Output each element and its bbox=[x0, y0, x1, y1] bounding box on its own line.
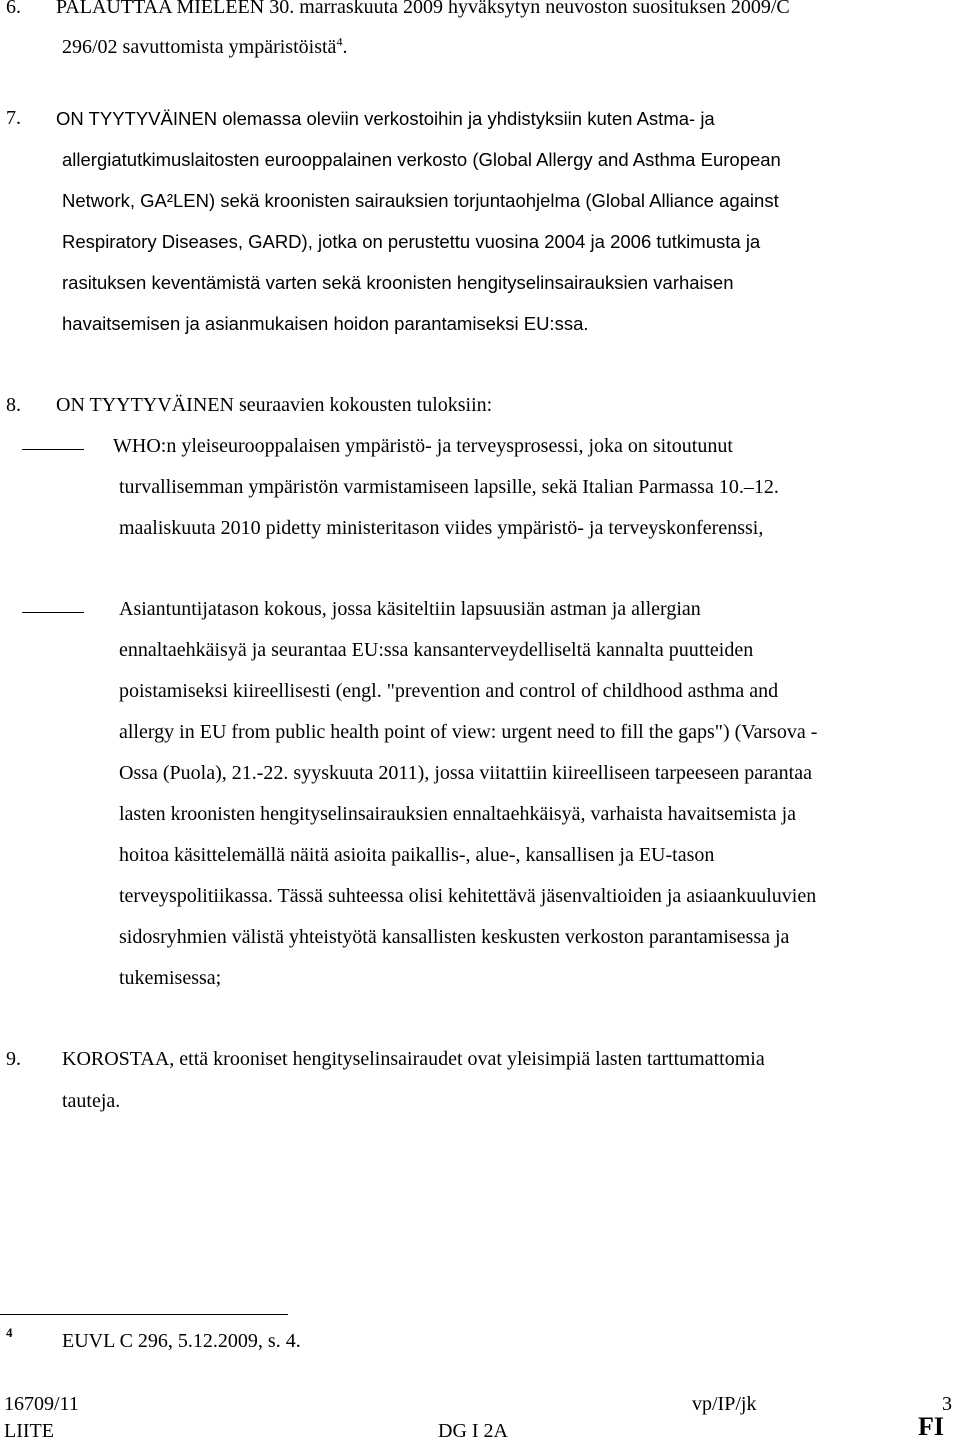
footnote-reference: 4 bbox=[336, 34, 343, 49]
footer-doc-number: 16709/11 bbox=[4, 1393, 79, 1415]
dash-bullet-icon bbox=[22, 612, 84, 613]
bullet-line: terveyspolitiikassa. Tässä suhteessa olisi kehitettävä jäsenvaltioiden ja asiaankuuluvien bbox=[119, 885, 817, 907]
bullet-line: WHO:n yleiseurooppalaisen ympäristö- ja terveysprosessi, joka on sitoutunut bbox=[113, 435, 733, 457]
bullet-line: Asiantuntijatason kokous, jossa käsiteltiin lapsuusiän astman ja allergian bbox=[119, 598, 701, 620]
footer-initials: vp/IP/jk bbox=[692, 1393, 757, 1415]
footnote-text: EUVL C 296, 5.12.2009, s. 4. bbox=[62, 1330, 301, 1352]
bullet-line: tukemisessa; bbox=[119, 967, 222, 989]
paragraph-line: PALAUTTAA MIELEEN 30. marraskuuta 2009 hyväksytyn neuvoston suosituksen 2009/C bbox=[56, 0, 790, 18]
footer-page-number: 3 bbox=[942, 1393, 952, 1415]
bullet-line: sidosryhmien välistä yhteistyötä kansallisten keskusten verkoston parantamisessa ja bbox=[119, 926, 790, 948]
bullet-line: lasten kroonisten hengityselinsairauksien ennaltaehkäisyä, varhaista havaitsemista ja bbox=[119, 803, 797, 825]
paragraph-line: KOROSTAA, että krooniset hengityselinsairaudet ovat yleisimpiä lasten tarttumattomia bbox=[62, 1048, 765, 1070]
bullet-line: Ossa (Puola), 21.-22. syyskuuta 2011), jossa viitattiin kiireelliseen tarpeeseen parantaa bbox=[119, 762, 812, 784]
bullet-line: maaliskuuta 2010 pidetty ministeritason viides ympäristö- ja terveyskonferenssi, bbox=[119, 517, 764, 539]
paragraph-number: 8. bbox=[6, 394, 21, 416]
footnote-number: 4 bbox=[6, 1325, 13, 1340]
paragraph-line: rasituksen keventämistä varten sekä kroonisten hengityselinsairauksien varhaisen bbox=[62, 272, 734, 293]
bullet-line: turvallisemman ympäristön varmistamiseen lapsille, sekä Italian Parmassa 10.–12. bbox=[119, 476, 779, 498]
footer-language: FI bbox=[918, 1412, 944, 1441]
bullet-line: ennaltaehkäisyä ja seurantaa EU:ssa kansanterveydelliseltä kannalta puutteiden bbox=[119, 639, 754, 661]
paragraph-line: havaitsemisen ja asianmukaisen hoidon parantamiseksi EU:ssa. bbox=[62, 313, 589, 334]
bullet-line: poistamiseksi kiireellisesti (engl. "prevention and control of childhood asthma and bbox=[119, 680, 779, 702]
paragraph-line: ON TYYTYVÄINEN olemassa oleviin verkostoihin ja yhdistyksiin kuten Astma- ja bbox=[56, 108, 715, 129]
footnote-separator bbox=[0, 1314, 288, 1315]
footer-annex: LIITE bbox=[4, 1420, 54, 1442]
paragraph-line: 296/02 savuttomista ympäristöistä$^4$. bbox=[62, 34, 348, 58]
footer-dg: DG I 2A bbox=[438, 1420, 508, 1442]
paragraph-number: 6. bbox=[6, 0, 21, 18]
paragraph-line: Respiratory Diseases, GARD), jotka on perustettu vuosina 2004 ja 2006 tutkimusta ja bbox=[62, 231, 761, 252]
paragraph-line: Network, GA²LEN) sekä kroonisten sairauksien torjuntaohjelma (Global Alliance against bbox=[62, 190, 779, 211]
paragraph-intro: ON TYYTYVÄINEN seuraavien kokousten tuloksiin: bbox=[56, 394, 493, 416]
dash-bullet-icon bbox=[22, 449, 84, 450]
paragraph-line: tauteja. bbox=[62, 1090, 121, 1112]
paragraph-line: allergiatutkimuslaitosten eurooppalainen verkosto (Global Allergy and Asthma European bbox=[62, 149, 781, 170]
bullet-line: hoitoa käsittelemällä näitä asioita paikallis-, alue-, kansallisen ja EU-tason bbox=[119, 844, 715, 866]
bullet-line: allergy in EU from public health point of view: urgent need to fill the gaps") (Varsova - bbox=[119, 721, 818, 743]
paragraph-number: 7. bbox=[6, 107, 21, 129]
paragraph-number: 9. bbox=[6, 1048, 21, 1070]
